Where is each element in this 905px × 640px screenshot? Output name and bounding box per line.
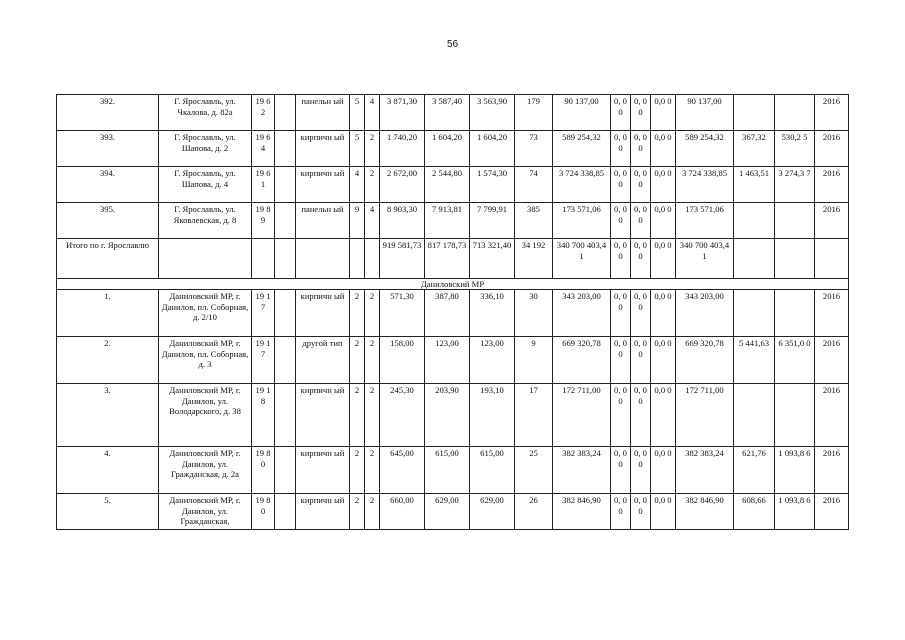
owners-funds: 669 320,78	[676, 337, 734, 384]
fund-3: 0,0 0	[651, 203, 676, 239]
area-owned: 615,00	[470, 447, 515, 494]
cost-per-sqm: 621,76	[734, 447, 775, 494]
cost-per-sqm: 608,66	[734, 494, 775, 530]
repair-year: 2016	[815, 447, 849, 494]
total-empty-cell	[365, 239, 380, 279]
area-residential: 387,80	[425, 290, 470, 337]
area-owned: 336,10	[470, 290, 515, 337]
blank-cell	[275, 384, 296, 447]
repair-cost: 382 846,90	[553, 494, 611, 530]
total-empty-cell	[734, 239, 775, 279]
fund-2: 0, 0 0	[631, 167, 651, 203]
entrances: 2	[365, 131, 380, 167]
repair-year: 2016	[815, 337, 849, 384]
area-total: 2 672,00	[380, 167, 425, 203]
yaroslavl-rows	[57, 95, 849, 239]
repair-year: 2016	[815, 131, 849, 167]
address: Даниловский МР, г. Данилов, пл. Соборная, д. 3	[159, 337, 252, 384]
total-label: Итого по г. Ярославлю	[57, 239, 159, 279]
area-total: 245,30	[380, 384, 425, 447]
area-total: 645,00	[380, 447, 425, 494]
row-number: 5.	[57, 494, 159, 530]
residents: 30	[515, 290, 553, 337]
entrances: 2	[365, 494, 380, 530]
table-row	[57, 203, 849, 239]
total-cost: 340 700 403,41	[553, 239, 611, 279]
fund-2: 0, 0 0	[631, 337, 651, 384]
cost-per-sqm	[734, 384, 775, 447]
owners-funds: 3 724 338,85	[676, 167, 734, 203]
danilov-rows	[57, 290, 849, 530]
repair-cost: 382 383,24	[553, 447, 611, 494]
residents: 74	[515, 167, 553, 203]
table-row	[57, 494, 849, 530]
blank-cell	[275, 447, 296, 494]
fund-1: 0, 0 0	[611, 95, 631, 131]
blank-cell	[275, 203, 296, 239]
total-owners-funds: 340 700 403,41	[676, 239, 734, 279]
wall-material: кирпичн ый	[296, 494, 350, 530]
cost-limit: 1 093,8 6	[775, 494, 815, 530]
owners-funds: 343 203,00	[676, 290, 734, 337]
row-number: 4.	[57, 447, 159, 494]
total-fund-2: 0, 0 0	[631, 239, 651, 279]
residents: 26	[515, 494, 553, 530]
cost-per-sqm	[734, 290, 775, 337]
total-empty-cell	[815, 239, 849, 279]
address: Г. Ярославль, ул. Шапова, д. 2	[159, 131, 252, 167]
owners-funds: 382 383,24	[676, 447, 734, 494]
area-residential: 123,00	[425, 337, 470, 384]
yaroslavl-total	[57, 239, 849, 290]
address: Г. Ярославль, ул. Шапова, д. 4	[159, 167, 252, 203]
fund-2: 0, 0 0	[631, 290, 651, 337]
blank-cell	[275, 167, 296, 203]
total-empty-cell	[252, 239, 275, 279]
cost-per-sqm: 5 441,63	[734, 337, 775, 384]
fund-1: 0, 0 0	[611, 337, 631, 384]
blank-cell	[275, 337, 296, 384]
entrances: 2	[365, 337, 380, 384]
address: Даниловский МР, г. Данилов, ул. Гражданская, д. 2а	[159, 447, 252, 494]
area-total: 571,30	[380, 290, 425, 337]
row-number: 392.	[57, 95, 159, 131]
wall-material: панельн ый	[296, 95, 350, 131]
floors: 2	[350, 337, 365, 384]
owners-funds: 90 137,00	[676, 95, 734, 131]
wall-material: кирпичн ый	[296, 447, 350, 494]
row-number: 395.	[57, 203, 159, 239]
repair-year: 2016	[815, 95, 849, 131]
repair-cost: 3 724 338,85	[553, 167, 611, 203]
repair-cost: 589 254,32	[553, 131, 611, 167]
build-year: 19 80	[252, 494, 275, 530]
build-year: 19 89	[252, 203, 275, 239]
repair-year: 2016	[815, 384, 849, 447]
wall-material: кирпичн ый	[296, 131, 350, 167]
cost-limit: 6 351,0 0	[775, 337, 815, 384]
fund-1: 0, 0 0	[611, 203, 631, 239]
cost-limit	[775, 290, 815, 337]
build-year: 19 80	[252, 447, 275, 494]
fund-3: 0,0 0	[651, 95, 676, 131]
floors: 2	[350, 384, 365, 447]
blank-cell	[275, 290, 296, 337]
repair-cost: 343 203,00	[553, 290, 611, 337]
residents: 385	[515, 203, 553, 239]
area-total: 3 871,30	[380, 95, 425, 131]
area-owned: 3 563,90	[470, 95, 515, 131]
housing-register-table	[56, 94, 849, 530]
total-area-residential: 817 178,73	[425, 239, 470, 279]
cost-per-sqm: 1 463,51	[734, 167, 775, 203]
area-owned: 193,10	[470, 384, 515, 447]
row-number: 394.	[57, 167, 159, 203]
owners-funds: 589 254,32	[676, 131, 734, 167]
row-number: 1.	[57, 290, 159, 337]
fund-3: 0,0 0	[651, 384, 676, 447]
floors: 2	[350, 494, 365, 530]
area-total: 660,00	[380, 494, 425, 530]
entrances: 4	[365, 203, 380, 239]
residents: 9	[515, 337, 553, 384]
table-row	[57, 167, 849, 203]
floors: 4	[350, 167, 365, 203]
row-number: 3.	[57, 384, 159, 447]
total-empty-cell	[775, 239, 815, 279]
floors: 2	[350, 447, 365, 494]
fund-3: 0,0 0	[651, 447, 676, 494]
blank-cell	[275, 494, 296, 530]
fund-2: 0, 0 0	[631, 384, 651, 447]
table-row	[57, 337, 849, 384]
fund-1: 0, 0 0	[611, 167, 631, 203]
repair-cost: 173 571,06	[553, 203, 611, 239]
fund-2: 0, 0 0	[631, 447, 651, 494]
address: Даниловский МР, г. Данилов, ул. Володарского, д. 38	[159, 384, 252, 447]
table-row	[57, 131, 849, 167]
build-year: 19 17	[252, 337, 275, 384]
fund-2: 0, 0 0	[631, 494, 651, 530]
entrances: 2	[365, 447, 380, 494]
section-row	[57, 279, 849, 290]
area-residential: 203,90	[425, 384, 470, 447]
blank-cell	[275, 131, 296, 167]
residents: 25	[515, 447, 553, 494]
fund-2: 0, 0 0	[631, 131, 651, 167]
fund-1: 0, 0 0	[611, 131, 631, 167]
build-year: 19 64	[252, 131, 275, 167]
area-residential: 7 913,81	[425, 203, 470, 239]
floors: 2	[350, 290, 365, 337]
cost-limit	[775, 95, 815, 131]
total-area-total: 919 581,73	[380, 239, 425, 279]
repair-cost: 90 137,00	[553, 95, 611, 131]
area-residential: 629,00	[425, 494, 470, 530]
cost-limit: 1 093,8 6	[775, 447, 815, 494]
fund-1: 0, 0 0	[611, 290, 631, 337]
build-year: 19 62	[252, 95, 275, 131]
repair-year: 2016	[815, 494, 849, 530]
fund-3: 0,0 0	[651, 131, 676, 167]
wall-material: другой тип	[296, 337, 350, 384]
fund-3: 0,0 0	[651, 494, 676, 530]
total-fund-3: 0,0 0	[651, 239, 676, 279]
entrances: 2	[365, 167, 380, 203]
area-total: 158,00	[380, 337, 425, 384]
area-owned: 629,00	[470, 494, 515, 530]
page-number: 56	[446, 39, 459, 50]
area-owned: 1 574,30	[470, 167, 515, 203]
table-row	[57, 384, 849, 447]
area-residential: 1 604,20	[425, 131, 470, 167]
repair-year: 2016	[815, 167, 849, 203]
address: Г. Ярославль, ул. Яковлевская, д. 8	[159, 203, 252, 239]
wall-material: панельн ый	[296, 203, 350, 239]
fund-3: 0,0 0	[651, 167, 676, 203]
area-owned: 123,00	[470, 337, 515, 384]
cost-per-sqm: 367,32	[734, 131, 775, 167]
entrances: 2	[365, 384, 380, 447]
cost-per-sqm	[734, 95, 775, 131]
residents: 73	[515, 131, 553, 167]
entrances: 4	[365, 95, 380, 131]
cost-per-sqm	[734, 203, 775, 239]
row-number: 2.	[57, 337, 159, 384]
owners-funds: 172 711,00	[676, 384, 734, 447]
residents: 179	[515, 95, 553, 131]
total-fund-1: 0, 0 0	[611, 239, 631, 279]
wall-material: кирпичн ый	[296, 384, 350, 447]
floors: 5	[350, 131, 365, 167]
fund-3: 0,0 0	[651, 290, 676, 337]
total-residents: 34 192	[515, 239, 553, 279]
row-number: 393.	[57, 131, 159, 167]
section-title: Даниловский МР	[57, 279, 849, 290]
table-row	[57, 95, 849, 131]
area-residential: 2 544,80	[425, 167, 470, 203]
repair-cost: 172 711,00	[553, 384, 611, 447]
floors: 5	[350, 95, 365, 131]
total-area-owned: 713 321,40	[470, 239, 515, 279]
repair-year: 2016	[815, 290, 849, 337]
area-owned: 1 604,20	[470, 131, 515, 167]
area-residential: 615,00	[425, 447, 470, 494]
address: Даниловский МР, г. Данилов, ул. Гражданская,	[159, 494, 252, 530]
floors: 9	[350, 203, 365, 239]
area-total: 8 903,30	[380, 203, 425, 239]
fund-1: 0, 0 0	[611, 494, 631, 530]
owners-funds: 173 571,06	[676, 203, 734, 239]
fund-2: 0, 0 0	[631, 203, 651, 239]
fund-2: 0, 0 0	[631, 95, 651, 131]
total-empty-cell	[275, 239, 296, 279]
owners-funds: 382 846,90	[676, 494, 734, 530]
residents: 17	[515, 384, 553, 447]
repair-cost: 669 320,78	[553, 337, 611, 384]
fund-1: 0, 0 0	[611, 447, 631, 494]
table-row	[57, 447, 849, 494]
build-year: 19 18	[252, 384, 275, 447]
wall-material: кирпичн ый	[296, 290, 350, 337]
cost-limit: 530,2 5	[775, 131, 815, 167]
table-row	[57, 290, 849, 337]
fund-1: 0, 0 0	[611, 384, 631, 447]
wall-material: кирпичн ый	[296, 167, 350, 203]
area-total: 1 740,20	[380, 131, 425, 167]
entrances: 2	[365, 290, 380, 337]
area-residential: 3 587,40	[425, 95, 470, 131]
cost-limit	[775, 384, 815, 447]
total-row	[57, 239, 849, 279]
cost-limit	[775, 203, 815, 239]
repair-year: 2016	[815, 203, 849, 239]
area-owned: 7 799,91	[470, 203, 515, 239]
blank-cell	[275, 95, 296, 131]
address: Г. Ярославль, ул. Чкалова, д. 82а	[159, 95, 252, 131]
build-year: 19 61	[252, 167, 275, 203]
address: Даниловский МР, г. Данилов, пл. Соборная, д. 2/10	[159, 290, 252, 337]
total-empty-cell	[159, 239, 252, 279]
fund-3: 0,0 0	[651, 337, 676, 384]
cost-limit: 3 274,3 7	[775, 167, 815, 203]
total-empty-cell	[350, 239, 365, 279]
build-year: 19 17	[252, 290, 275, 337]
total-empty-cell	[296, 239, 350, 279]
